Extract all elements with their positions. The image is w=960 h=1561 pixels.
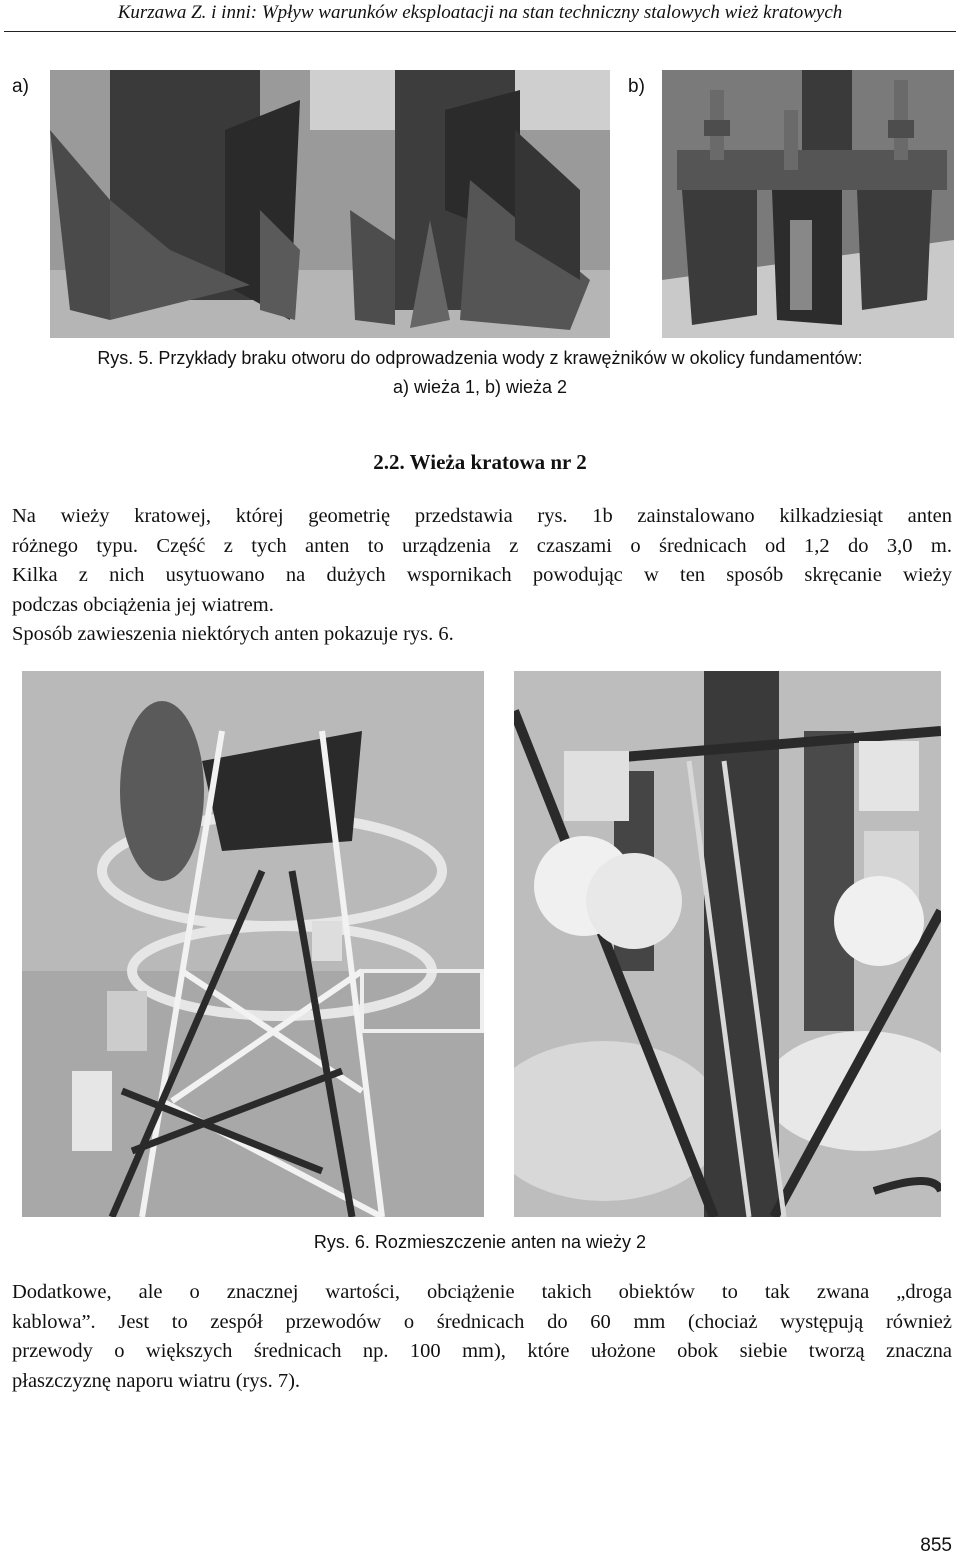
figure5a-photo bbox=[50, 70, 610, 338]
closing-paragraph-line: płaszczyznę naporu wiatru (rys. 7). bbox=[12, 1369, 301, 1392]
paragraph-1 bbox=[12, 502, 952, 620]
figure5b-photo bbox=[662, 70, 954, 338]
running-header: Kurzawa Z. i inni: Wpływ warunków eksploatacji na stan techniczny stalowych wież kratowych bbox=[117, 2, 843, 23]
figure5-label-b: b) bbox=[628, 76, 645, 97]
figure5-caption-line1: Rys. 5. Przykłady braku otworu do odprowadzenia wody z krawężników w okolicy fundamentów: bbox=[97, 348, 863, 368]
paragraph-1-line: Kilka z nich usytuowano na dużych wspornikach powodując w ten sposób skręcanie wieży bbox=[12, 564, 952, 586]
closing-paragraph-line: kablowa”. Jest to zespół przewodów o średnicach do 60 mm (chociaż występują również bbox=[12, 1310, 952, 1333]
paragraph-2: Sposób zawieszenia niektórych anten pokazuje rys. 6. bbox=[12, 623, 454, 645]
figure5-label-a: a) bbox=[12, 76, 29, 97]
paragraph-1-line: różnego typu. Część z tych anten to urządzenia z czaszami o średnicach od 1,2 do 3,0 m. bbox=[12, 534, 952, 557]
page-number: 855 bbox=[920, 1535, 952, 1556]
section-heading: 2.2. Wieża kratowa nr 2 bbox=[373, 450, 587, 474]
figure6-right-photo bbox=[514, 671, 941, 1217]
closing-paragraph bbox=[12, 1278, 952, 1396]
figure5-caption-line2: a) wieża 1, b) wieża 2 bbox=[392, 377, 568, 397]
figure6-left-photo bbox=[22, 671, 484, 1217]
figure6-caption: Rys. 6. Rozmieszczenie anten na wieży 2 bbox=[313, 1232, 647, 1252]
closing-paragraph-line: Dodatkowe, ale o znacznej wartości, obciążenie takich obiektów to tak zwana „droga bbox=[12, 1281, 952, 1303]
paragraph-1-line: podczas obciążenia jej wiatrem. bbox=[12, 593, 274, 616]
closing-paragraph-line: przewody o większych średnicach np. 100 mm), które ułożone obok siebie tworzą znaczna bbox=[12, 1340, 952, 1362]
header-rule bbox=[4, 31, 956, 32]
paragraph-1-line: Na wieży kratowej, której geometrię przedstawia rys. 1b zainstalowano kilkadziesiąt anten bbox=[12, 505, 952, 527]
